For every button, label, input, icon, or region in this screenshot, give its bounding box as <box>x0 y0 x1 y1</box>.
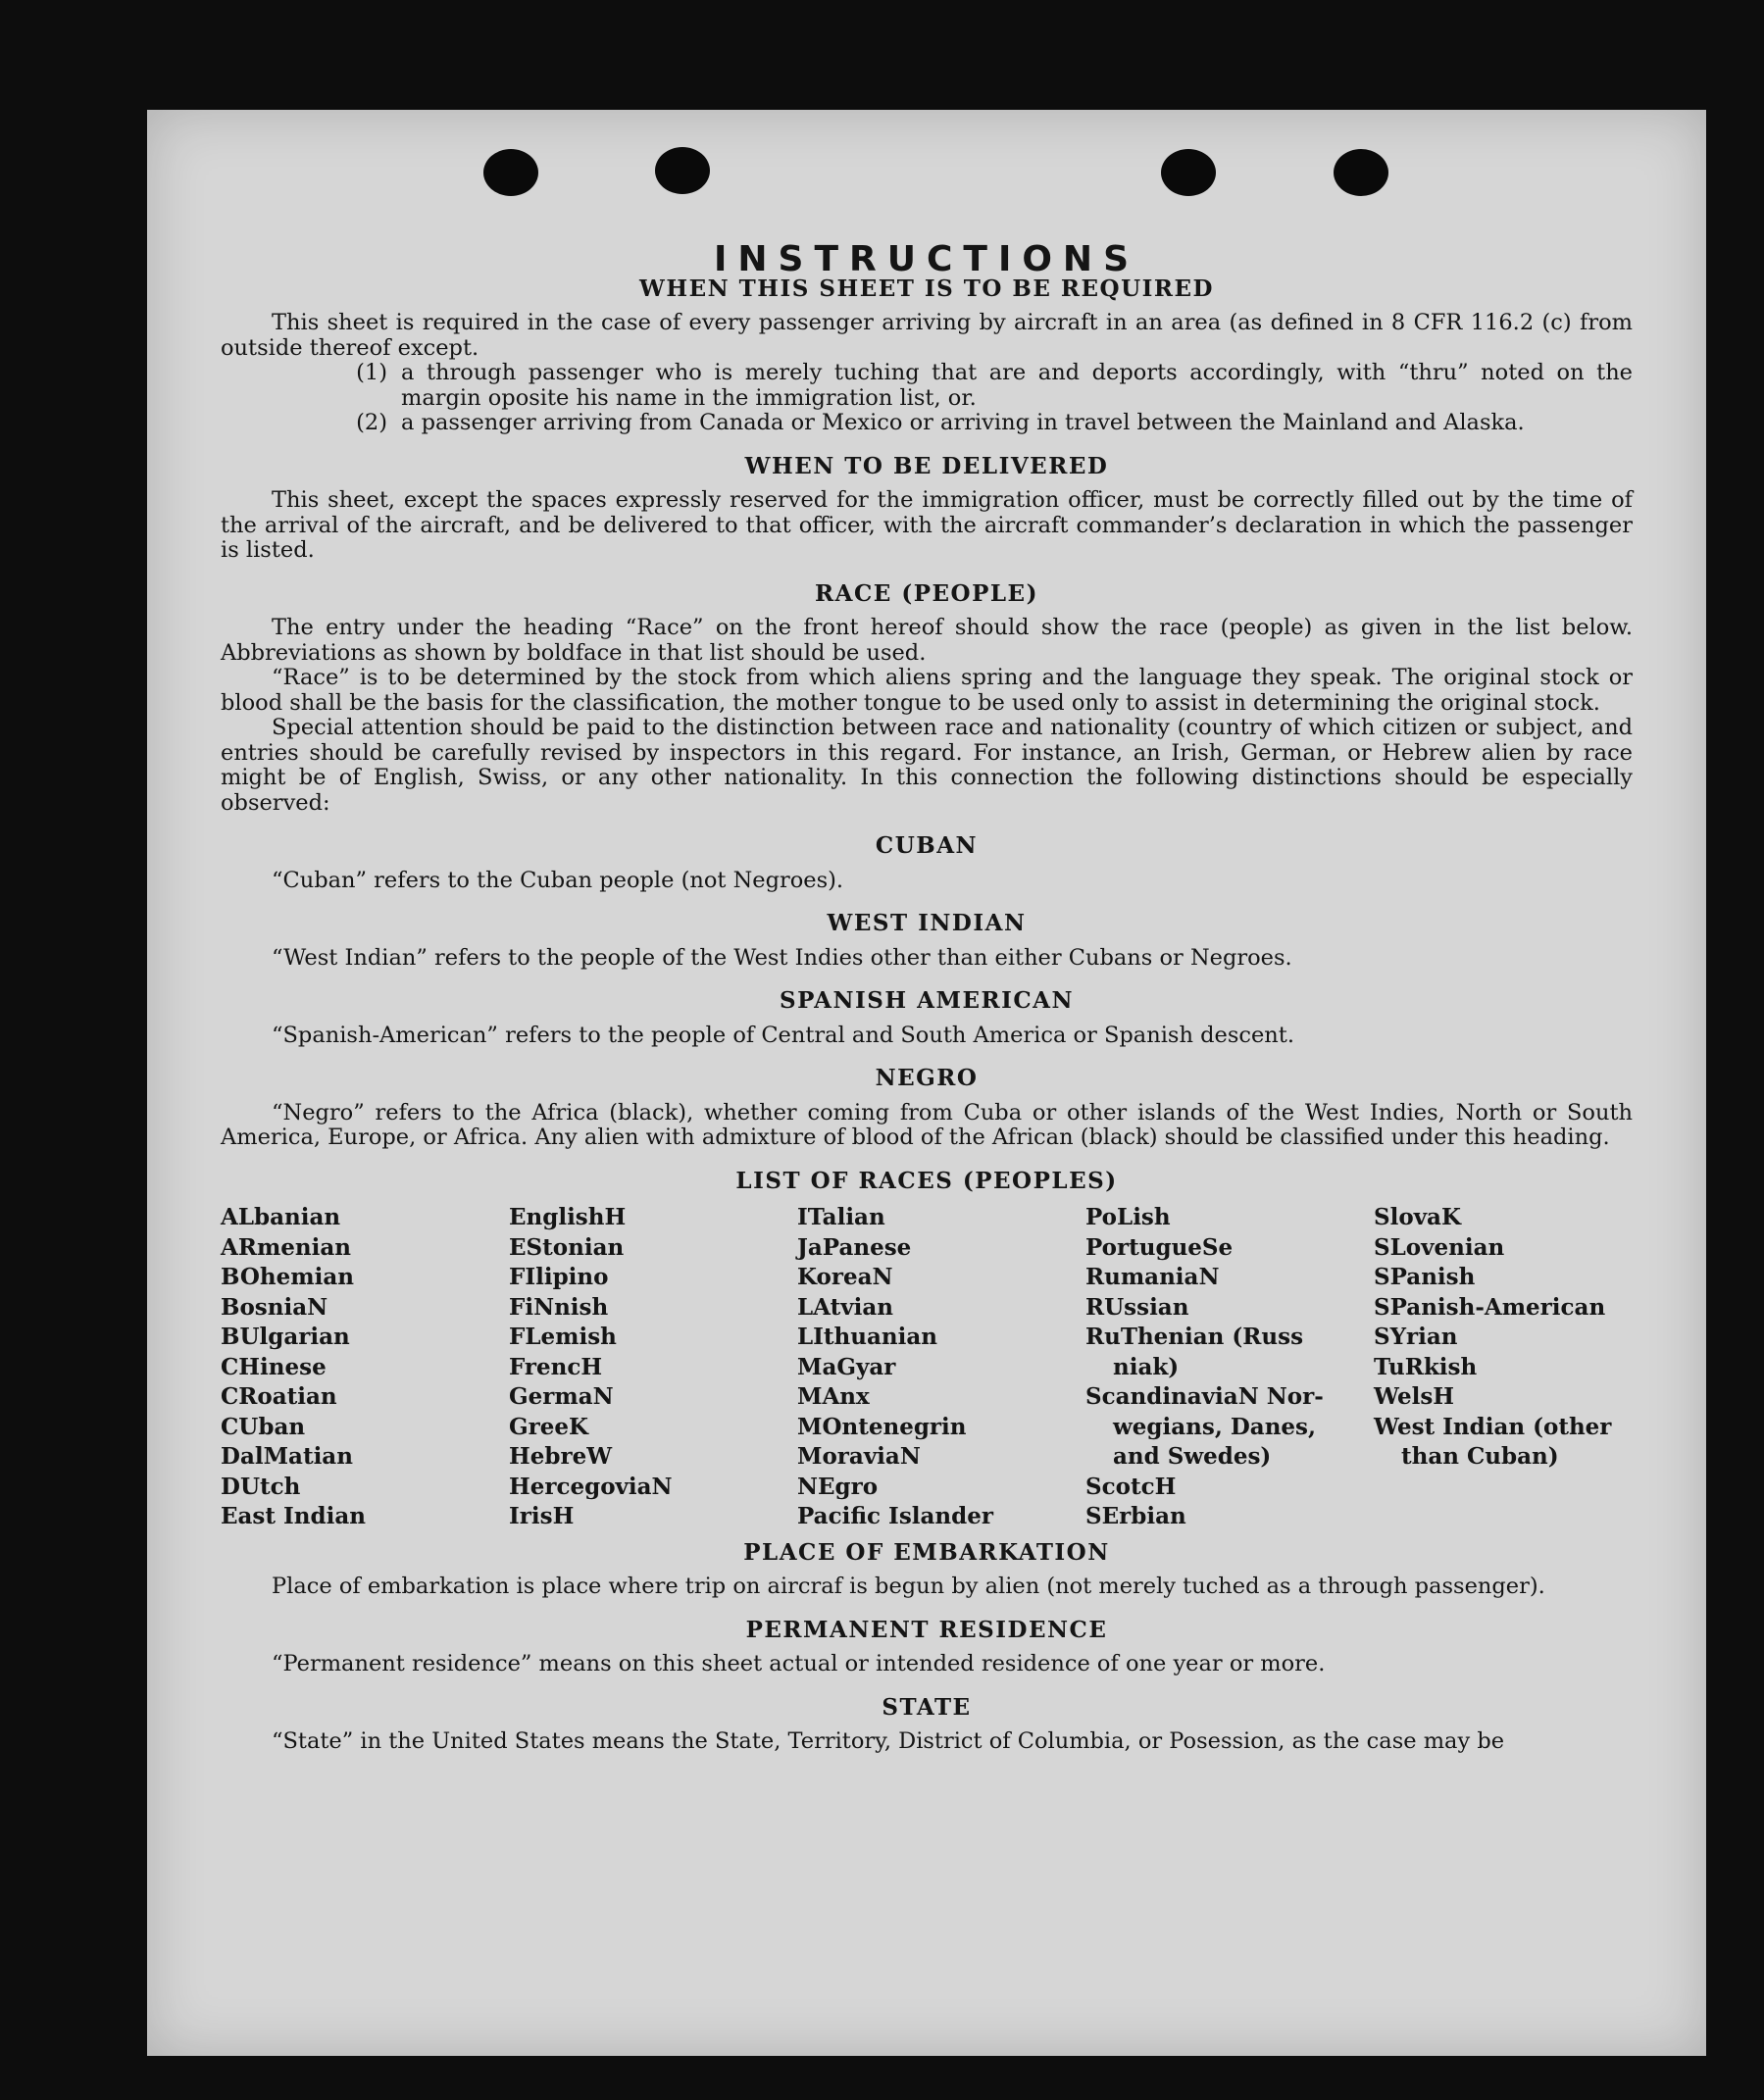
heading-spanish-american: SPANISH AMERICAN <box>779 987 1075 1014</box>
punch-hole <box>655 147 710 194</box>
race-entry: BUlgarian <box>221 1324 350 1350</box>
races-column-1 <box>221 1203 509 1532</box>
race-entry: and Swedes) <box>1113 1443 1272 1470</box>
race-entry: NEgro <box>797 1473 879 1500</box>
negro-text: “Negro” refers to the Africa (black), whether coming from Cuba or other islands of the West Indies, North or South America, Europe, or Africa. Any alien with admixture of blood of the African (black) should be classified under this heading. <box>221 1099 1633 1150</box>
embarkation-text: Place of embarkation is place where trip on aircraf is begun by alien (not merely tuched as a through passenger). <box>272 1574 1545 1599</box>
list-item <box>221 411 1633 436</box>
race-entry: FrencH <box>509 1353 603 1380</box>
race-entry: ARmenian <box>221 1233 352 1261</box>
race-entry: than Cuban) <box>1401 1443 1559 1470</box>
race-entry: CRoatian <box>221 1383 337 1410</box>
race-entry: ScandinaviaN Nor- <box>1085 1383 1324 1410</box>
race-entry: RuThenian (Russ <box>1085 1324 1304 1350</box>
heading-delivered: WHEN TO BE DELIVERED <box>744 452 1109 479</box>
race-entry: LAtvian <box>797 1293 893 1321</box>
cuban-text: “Cuban” refers to the Cuban people (not Negroes). <box>272 867 844 893</box>
race-entry: MaGyar <box>797 1353 896 1380</box>
races-column-4 <box>1085 1203 1374 1532</box>
race-entry: WelsH <box>1374 1383 1455 1410</box>
heading-required: WHEN THIS SHEET IS TO BE REQUIRED <box>639 275 1214 302</box>
race-paragraph-1: The entry under the heading “Race” on the front hereof should show the race (people) as given in the list below. Abbreviations as shown by boldface in that list should be used. <box>221 615 1633 666</box>
race-entry: FIlipino <box>509 1264 609 1290</box>
race-entry: LIthuanian <box>797 1324 937 1350</box>
heading-embarkation: PLACE OF EMBARKATION <box>743 1538 1110 1566</box>
punch-hole <box>1161 149 1216 196</box>
race-entry: CUban <box>221 1413 306 1440</box>
race-entry: West Indian (other <box>1374 1413 1612 1440</box>
race-entry: ScotcH <box>1085 1473 1177 1500</box>
west-indian-text: “West Indian” refers to the people of the West Indies other than either Cubans or Negroes. <box>272 944 1292 971</box>
race-paragraph-3: Special attention should be paid to the distinction between race and nationality (country of which citizen or subject, and entries should be carefully revised by inspectors in this regard. For instance, an Irish, German, or Hebrew alien by race might be of English, Swiss, or any other nationality. In this connection the following distinctions should be especially observed: <box>221 715 1633 816</box>
punch-hole <box>483 149 538 196</box>
race-paragraph-2: “Race” is to be determined by the stock from which aliens spring and the language they speak. The original stock or blood shall be the basis for the classification, the mother tongue to be used only to assist in determining the original stock. <box>221 665 1633 716</box>
punch-hole <box>1334 149 1388 196</box>
race-entry: MAnx <box>797 1383 870 1410</box>
race-entry: EStonian <box>509 1233 625 1261</box>
race-entry: FLemish <box>509 1324 617 1350</box>
state-text: “State” in the United States means the State, Territory, District of Columbia, or Posession, as the case may be <box>272 1728 1505 1754</box>
race-entry: niak) <box>1113 1353 1180 1380</box>
race-entry: EnglishH <box>509 1204 627 1230</box>
race-entry: BOhemian <box>221 1264 354 1290</box>
race-entry: PortugueSe <box>1085 1233 1234 1261</box>
race-entry: RumaniaN <box>1085 1264 1220 1290</box>
race-entry: MOntenegrin <box>797 1413 967 1440</box>
race-entry: SYrian <box>1374 1324 1458 1350</box>
race-entry: wegians, Danes, <box>1113 1413 1316 1440</box>
race-entry: IrisH <box>509 1503 575 1529</box>
heading-list-of-races: LIST OF RACES (PEOPLES) <box>735 1167 1118 1194</box>
heading-negro: NEGRO <box>875 1065 979 1091</box>
document-sheet <box>147 110 1706 2056</box>
item-number: (1) <box>356 360 387 385</box>
item-number: (2) <box>356 410 387 435</box>
race-entry: KoreaN <box>797 1264 893 1290</box>
item-text: a passenger arriving from Canada or Mexico or arriving in travel between the Mainland and Alaska. <box>401 410 1525 435</box>
race-entry: ALbanian <box>221 1204 341 1230</box>
race-entry: Pacific Islander <box>797 1503 993 1529</box>
race-entry: ITalian <box>797 1204 885 1230</box>
races-table <box>221 1203 1633 1532</box>
races-column-2 <box>509 1203 797 1532</box>
race-entry: RUssian <box>1085 1293 1189 1321</box>
heading-permanent-residence: PERMANENT RESIDENCE <box>745 1616 1108 1643</box>
race-entry: CHinese <box>221 1353 327 1380</box>
heading-cuban: CUBAN <box>875 832 979 859</box>
race-entry: HebreW <box>509 1443 613 1470</box>
page-title: INSTRUCTIONS <box>714 239 1139 279</box>
race-entry: MoraviaN <box>797 1443 921 1470</box>
race-entry: GermaN <box>509 1383 614 1410</box>
spanish-american-text: “Spanish-American” refers to the people of Central and South America or Spanish descent. <box>272 1022 1294 1048</box>
heading-race: RACE (PEOPLE) <box>815 579 1038 607</box>
instructions-content <box>221 239 1633 1755</box>
race-entry: DUtch <box>221 1473 301 1500</box>
races-column-5 <box>1374 1203 1633 1532</box>
race-entry: East Indian <box>221 1503 366 1529</box>
race-entry: BosniaN <box>221 1293 328 1321</box>
race-entry: PoLish <box>1085 1204 1171 1230</box>
race-entry: HercegoviaN <box>509 1473 673 1500</box>
race-entry: SPanish-American <box>1374 1293 1606 1321</box>
race-entry: SPanish <box>1374 1264 1476 1290</box>
race-entry: DalMatian <box>221 1443 353 1470</box>
race-entry: SErbian <box>1085 1503 1186 1529</box>
race-entry: GreeK <box>509 1413 589 1440</box>
item-text: a through passenger who is merely tuching that are and deports accordingly, with “thru” noted on the margin oposite his name in the immigration list, or. <box>401 360 1633 411</box>
races-column-3 <box>797 1203 1085 1532</box>
race-entry: FiNnish <box>509 1293 609 1321</box>
race-entry: SLovenian <box>1374 1233 1505 1261</box>
delivered-text: This sheet, except the spaces expressly reserved for the immigration officer, must be correctly filled out by the time of the arrival of the aircraft, and be delivered to that officer, with the aircraft commander’s declaration in which the passenger is listed. <box>221 487 1633 563</box>
race-entry: JaPanese <box>797 1233 912 1261</box>
race-entry: SlovaK <box>1374 1204 1461 1230</box>
residence-text: “Permanent residence” means on this sheet actual or intended residence of one year or more. <box>272 1651 1326 1676</box>
heading-west-indian: WEST INDIAN <box>827 910 1027 936</box>
list-item <box>221 361 1633 411</box>
race-entry: TuRkish <box>1374 1353 1478 1380</box>
required-intro: This sheet is required in the case of every passenger arriving by aircraft in an area (as defined in 8 CFR 116.2 (c) from outside thereof except. <box>221 310 1633 361</box>
heading-state: STATE <box>882 1693 972 1721</box>
